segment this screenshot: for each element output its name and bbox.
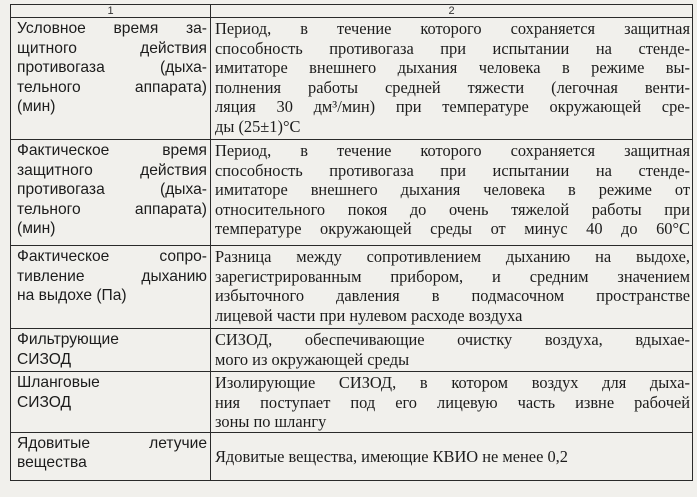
definition-line: лицевой части при нулевом расходе воздуха	[215, 305, 523, 325]
term-line: Ядовитые летучие	[17, 434, 207, 452]
term-line: СИЗОД	[17, 350, 72, 368]
definition-line: имитаторе внешнего дыхания человека в режиме вы-	[215, 58, 690, 78]
term-line: Шланговые	[17, 374, 100, 391]
term-cell	[11, 432, 211, 480]
term-line: Фильтрующие	[17, 331, 119, 348]
term-line: Фактическое сопро-	[17, 248, 207, 265]
definition-line: зоны по шлангу	[215, 412, 327, 432]
term-cell	[11, 18, 211, 140]
term-line: защитного действия	[17, 161, 207, 179]
definition-line: температуре окружающей среды от минус 40 до 60°С	[215, 219, 690, 239]
definition-line: избыточного давления в подмасочном пространстве	[215, 286, 690, 306]
term-line: Фактическое время	[17, 142, 207, 159]
term-line: противогаза (дыха-	[17, 59, 207, 77]
term-line: щитного действия	[17, 39, 207, 57]
definition-line: относительного покоя до очень тяжелой работы при	[215, 199, 690, 219]
definition-line: Ядовитые вещества, имеющие КВИО не менее 0,2	[215, 446, 568, 466]
term-cell	[11, 329, 211, 372]
definition-line: ды (25±1)°С	[215, 116, 301, 136]
definition-line: Разница между сопротивлением дыханию на выдохе,	[215, 247, 690, 266]
definition-cell	[211, 140, 693, 246]
term-line: вещества	[17, 454, 87, 472]
column-number-2: 2	[211, 5, 693, 18]
term-line: тельного аппарата)	[17, 200, 207, 218]
table-row	[11, 140, 693, 246]
definition-line: СИЗОД, обеспечивающие очистку воздуха, вдыхае-	[215, 330, 690, 349]
column-number-1: 1	[11, 5, 211, 18]
definition-line: полнения работы средней тяжести (легочная венти-	[215, 77, 690, 97]
table-row	[11, 432, 693, 480]
definition-cell	[211, 372, 693, 433]
term-line: (мин)	[17, 98, 56, 116]
definition-line: способность противогаза при испытании на стенде-	[215, 160, 690, 180]
definition-line: ляция 30 дм³/мин) при температуре окружающей сре-	[215, 97, 690, 117]
definition-cell	[211, 18, 693, 140]
term-cell	[11, 246, 211, 329]
term-line: Условное время за-	[17, 20, 207, 37]
term-line: на выдохе (Па)	[17, 287, 127, 305]
definition-line: ния поступает под его лицевую часть извне рабочей	[215, 392, 690, 412]
term-line: (мин)	[17, 220, 56, 238]
definition-line: Изолирующие СИЗОД, в котором воздух для дыха-	[215, 373, 690, 392]
term-line: тивление дыханию	[17, 267, 207, 285]
term-line: тельного аппарата)	[17, 78, 207, 96]
table-row	[11, 372, 693, 433]
term-line: противогаза (дыха-	[17, 181, 207, 199]
definition-cell	[211, 329, 693, 372]
definition-cell	[211, 432, 693, 480]
term-cell	[11, 372, 211, 433]
definition-line: имитаторе внешнего дыхания человека в режиме от	[215, 180, 690, 200]
definition-cell	[211, 246, 693, 329]
term-cell	[11, 140, 211, 246]
term-line: СИЗОД	[17, 393, 72, 411]
definition-line: мого из окружающей среды	[215, 349, 410, 369]
table-row	[11, 18, 693, 140]
table-row	[11, 246, 693, 329]
column-number-row	[11, 5, 693, 18]
table-row	[11, 329, 693, 372]
definition-line: зарегистрированным прибором, и средним значением	[215, 266, 690, 286]
definitions-table	[10, 4, 693, 481]
definition-line: Период, в течение которого сохраняется защитная	[215, 141, 690, 160]
definition-line: способность противогаза при испытании на стенде-	[215, 38, 690, 58]
definition-line: Период, в течение которого сохраняется защитная	[215, 19, 690, 38]
